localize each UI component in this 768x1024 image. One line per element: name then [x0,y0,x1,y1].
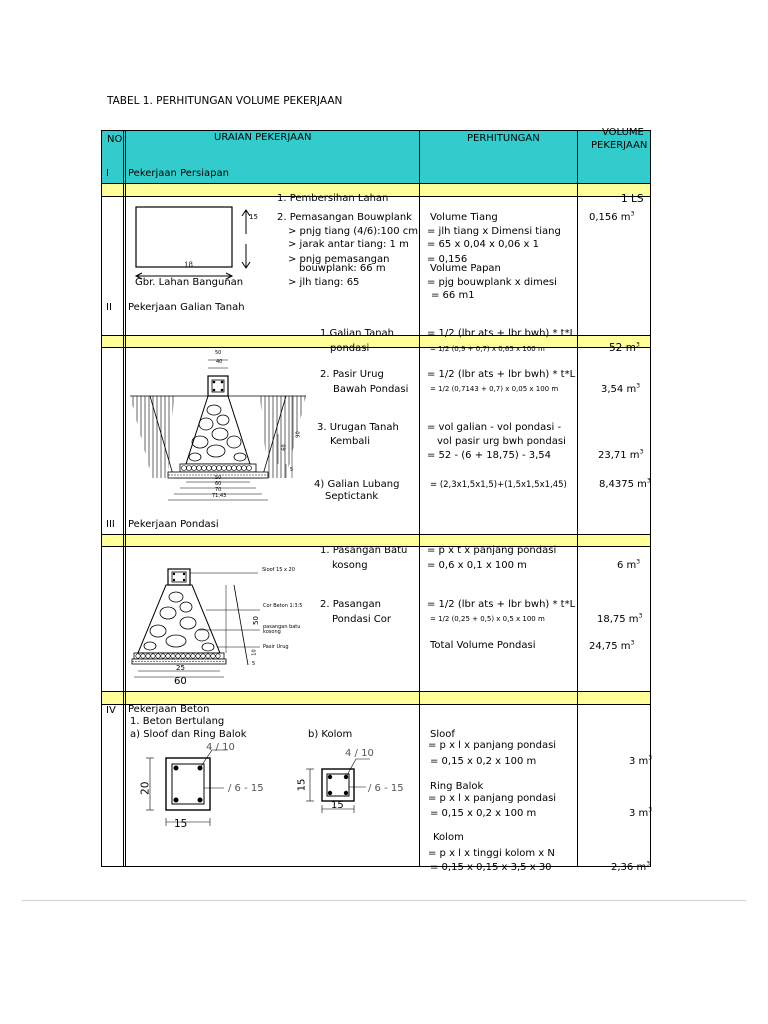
calc-line: = 0,15 x 0,15 x 3,5 x 30 [430,862,552,873]
calc-line: = 1/2 (0,25 + 0,5) x 0,5 x 100 m [430,615,545,623]
dim-label: 15 [174,818,188,830]
header-uraian: URAIAN PEKERJAAN [214,132,312,143]
volume-value: 3 $m^3$ [629,806,653,819]
dim-label: 15 [331,800,344,811]
header-no: NO [107,134,123,145]
section-no: IV [106,705,116,716]
foundation-section-figure [128,555,318,690]
header-perhitungan: PERHITUNGAN [467,133,540,144]
calc-line: = p x l x tinggi kolom x N [428,848,555,859]
calc-line: = 1/2 (0,7143 + 0,7) x 0,05 x 100 m [430,385,559,393]
work-item: kosong [332,560,368,571]
work-item: 2. Pasir Urug [320,369,384,380]
figure-caption: Gbr. Lahan Bangunan [135,277,244,288]
calc-line: = 1/2 (0,9 + 0,7) x 0,65 x 100 m [430,345,545,353]
calc-line: = 65 x 0,04 x 0,06 x 1 [427,239,540,250]
header-pekerjaan: PEKERJAAN [591,140,648,151]
header-volume: VOLUME [602,127,644,138]
dim-label: 18 [184,261,193,269]
page-divider [22,900,746,901]
item-detail: > pnjg tiang (4/6):100 cm [288,226,419,237]
calc-line: = 1/2 (lbr ats + lbr bwh) * t*L [427,599,576,610]
sloof-cross-section-figure [132,740,292,840]
calc-line: = 1/2 (lbr ats + lbr bwh) * t*L [427,328,576,339]
calc-line: = 1/2 (lbr ats + lbr bwh) * t*L [427,369,576,380]
volume-value: 2,36 $m^3$ [611,860,651,873]
calc-label: Sloof [430,729,455,740]
dim-label: 71,43 [212,493,227,499]
stirrup-label: / 6 - 15 [228,783,264,794]
fig-label: Cor Beton 1:3:5 [263,603,303,609]
work-item: pondasi [330,343,370,354]
work-item: 1. Pembersihan Lahan [277,193,389,204]
dim-label: 15 [249,213,258,221]
sub-heading: 1. Beton Bertulang [130,716,225,727]
work-item: Septictank [325,491,379,502]
dim-label: 15 [296,778,308,792]
volume-value: 0,156 $m^3$ [589,210,635,223]
dim-label: 60 [215,481,222,487]
volume-value: 1 LS [621,193,644,205]
section-title: Pekerjaan Persiapan [128,168,229,179]
volume-value: 23,71 $m^3$ [598,448,644,461]
calc-line: = 0,15 x 0,2 x 100 m [430,808,537,819]
page-title: TABEL 1. PERHITUNGAN VOLUME PEKERJAAN [107,95,343,107]
dim-label: 5 [252,661,256,667]
volume-value: 3 $m^3$ [629,754,653,767]
calc-line: = 0,6 x 0,1 x 100 m [427,560,527,571]
dim-label: 5 [290,467,294,473]
section-title: Pekerjaan Galian Tanah [128,302,245,313]
calc-line: Volume Tiang [430,212,498,223]
calc-line: = p x l x panjang pondasi [428,793,557,804]
section-no: I [106,168,109,179]
dim-label: 10 [251,649,258,656]
calc-line: = jlh tiang x Dimensi tiang [427,226,561,237]
section-band-4 [102,691,651,704]
calc-line: = 0,156 [427,254,468,265]
dim-label: 50 [251,616,260,625]
dim-label: 60 [281,444,288,451]
fig-label: Sloof 15 x 20 [262,567,295,573]
section-no: II [106,302,112,313]
sub-heading: b) Kolom [308,729,353,740]
calc-line: = 52 - (6 + 18,75) - 3,54 [427,450,552,461]
volume-value: 18,75 $m^3$ [597,612,643,625]
section-title: Pekerjaan Beton [128,704,210,715]
fig-label: pasangan batu kosong [263,624,301,635]
item-detail: > jarak antar tiang: 1 m [288,239,409,250]
calc-line: = p x t x panjang pondasi [427,545,557,556]
calc-label: Ring Balok [430,781,484,792]
dim-label: 20 [139,781,152,795]
calc-line: = p x l x panjang pondasi [428,740,557,751]
volume-value: 3,54 $m^3$ [601,382,641,395]
dim-label: 25 [176,664,185,672]
sub-heading: a) Sloof dan Ring Balok [130,729,247,740]
work-item: Bawah Pondasi [333,384,409,395]
work-item: 3. Urugan Tanah [317,422,399,433]
dim-label: 50 [215,350,222,356]
volume-value: 6 $m^3$ [617,558,641,571]
work-item: 4) Galian Lubang [314,479,400,490]
dim-label: 40 [216,359,223,365]
volume-value: 52 $m^3$ [609,341,640,354]
item-detail: > pnjg pemasangan [288,254,390,265]
calc-line: Volume Papan [430,263,501,274]
item-detail: > jlh tiang: 65 [288,277,360,288]
section-title: Pekerjaan Pondasi [128,519,219,530]
item-detail: bouwplank: 66 m [299,263,386,274]
calc-line: = vol galian - vol pondasi - [427,422,562,433]
rebar-label: 4 / 10 [345,748,374,759]
rebar-label: 4 / 10 [206,742,235,753]
calc-line: = pjg bouwplank x dimesi [427,277,557,288]
calc-label: Kolom [433,832,464,843]
dim-label: 50 [215,475,222,481]
fig-label: Pasir Urug [263,644,289,650]
calc-line: = 66 m1 [431,290,475,301]
work-item: 1.Galian Tanah [320,328,395,339]
calc-line: = (2,3x1,5x1,5)+(1,5x1,5x1,45) [430,480,567,490]
stirrup-label: / 6 - 15 [368,783,404,794]
work-item: Pondasi Cor [332,614,391,625]
dim-label: 60 [174,676,187,687]
work-item: 1. Pasangan Batu [320,545,408,556]
volume-value: 8,4375 $m^3$ [599,477,651,490]
work-item: 2. Pemasangan Bouwplank [277,212,412,223]
dim-label: 70 [215,487,222,493]
calc-line: = 0,15 x 0,2 x 100 m [430,756,537,767]
work-item: 2. Pasangan [320,599,381,610]
total-label: Total Volume Pondasi [430,640,536,651]
work-item: Kembali [330,436,370,447]
calc-line: vol pasir urg bwh pondasi [437,436,566,447]
dim-label: 90 [295,431,302,438]
total-volume: 24,75 $m^3$ [589,639,635,652]
section-no: III [106,519,115,530]
